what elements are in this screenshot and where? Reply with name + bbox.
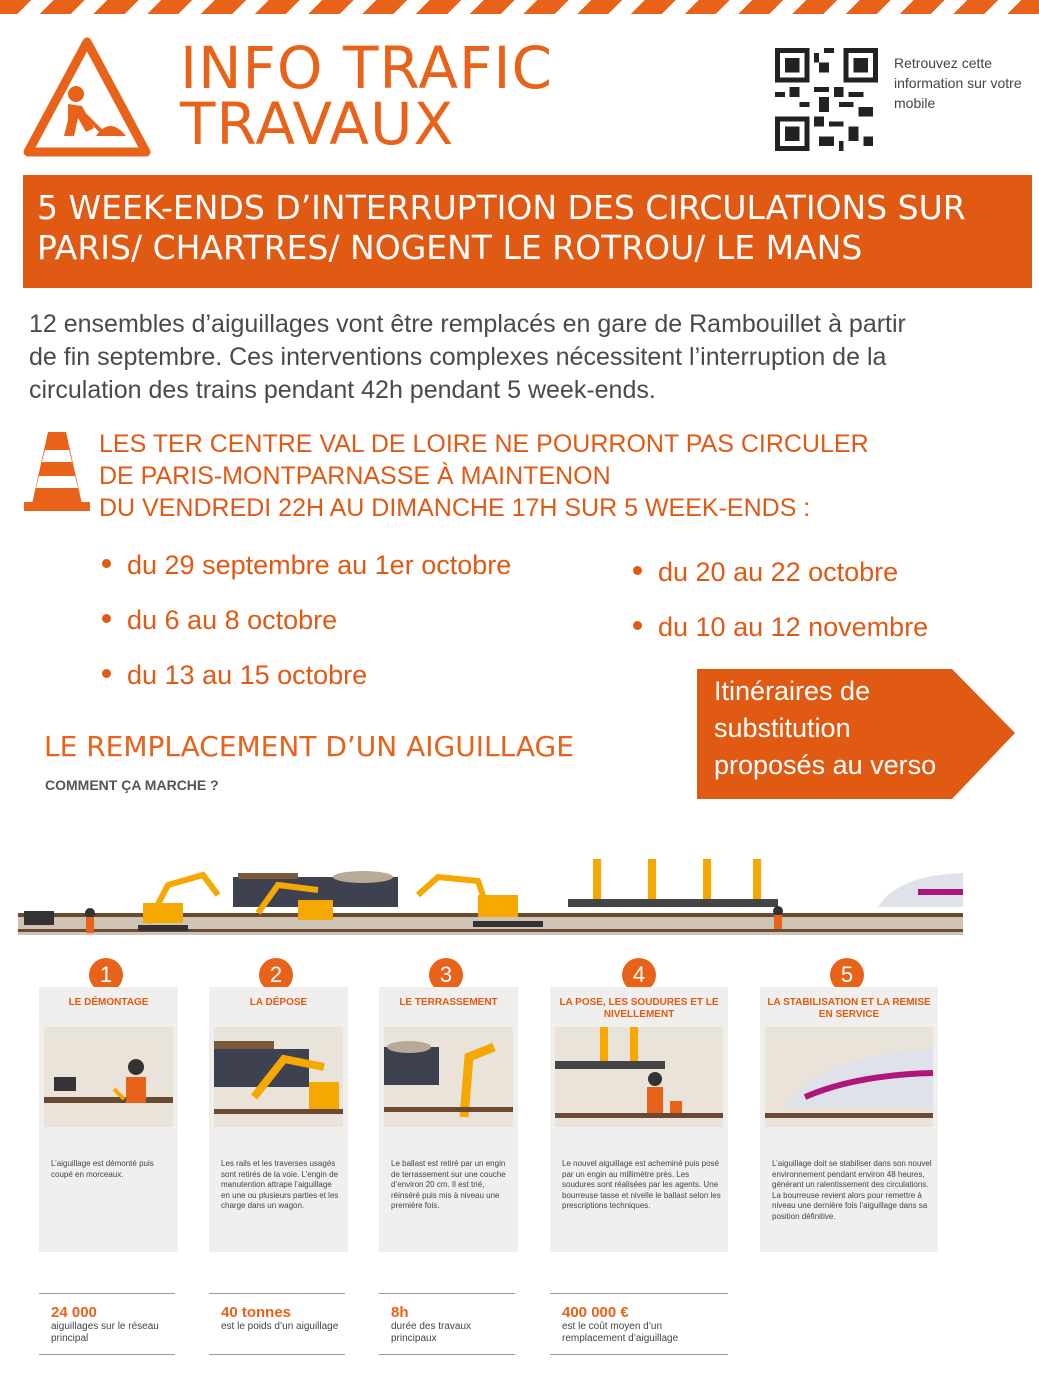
- date-text: du 10 au 12 novembre: [658, 612, 929, 642]
- intro-line-2: de fin septembre. Ces interventions complexes nécessitent l’interruption de la: [29, 343, 887, 371]
- stat-aiguillages: [39, 1293, 175, 1355]
- stat-value: 24 000: [51, 1304, 97, 1321]
- step-5-number: 5: [830, 958, 864, 992]
- stat-value: 8h: [391, 1304, 409, 1321]
- step-2-illustration: [214, 1027, 343, 1127]
- step-4-illustration: [555, 1027, 723, 1127]
- stat-value: 400 000 €: [562, 1304, 629, 1321]
- date-item: [102, 655, 511, 710]
- intro-line-1: 12 ensembles d’aiguillages vont être remplacés en gare de Rambouillet à partir: [29, 310, 906, 338]
- traffic-cone-icon: [24, 430, 90, 512]
- infographic-title: LE REMPLACEMENT D’UN AIGUILLAGE: [44, 730, 574, 763]
- stat-duree: [379, 1293, 515, 1355]
- infographic-subtitle: COMMENT ÇA MARCHE ?: [45, 777, 219, 793]
- step-5-card: [760, 987, 938, 1252]
- intro-paragraph: [29, 308, 1039, 407]
- bullet-icon: [102, 669, 111, 678]
- step-3-illustration: [384, 1027, 513, 1127]
- alert-line-2: DE PARIS-MONTPARNASSE À MAINTENON: [99, 462, 611, 490]
- cta-line-2: substitution: [714, 713, 851, 743]
- banner-line-1: 5 WEEK-ENDS D’INTERRUPTION DES CIRCULATIONS SUR: [37, 188, 966, 227]
- bullet-icon: [102, 559, 111, 568]
- step-description: Les rails et les traverses usagés sont retirés de la voie. L’engin de manutention attrape l’aiguillage en une ou plusieurs parties et les charge dans un wagon.: [221, 1159, 339, 1210]
- step-title: LA DÉPOSE: [249, 997, 308, 1008]
- intro-line-3: circulation des trains pendant 42h pendant 5 week-ends.: [29, 376, 656, 404]
- bullet-icon: [633, 621, 642, 630]
- stat-poids: [209, 1293, 345, 1355]
- date-text: du 13 au 15 octobre: [127, 660, 368, 690]
- step-title: LA STABILISATION ET LA REMISE EN SERVICE: [767, 997, 931, 1020]
- date-text: du 20 au 22 octobre: [658, 557, 899, 587]
- step-2-number: 2: [259, 958, 293, 992]
- step-4-number: 4: [622, 958, 656, 992]
- substitution-routes-arrow[interactable]: [697, 669, 1017, 799]
- roadwork-warning-icon: [22, 36, 152, 158]
- hazard-stripes: [0, 0, 1039, 14]
- step-title: LA POSE, LES SOUDURES ET LE NIVELLEMENT: [559, 997, 719, 1020]
- step-1-illustration: [44, 1027, 173, 1127]
- stat-value: 40 tonnes: [221, 1304, 292, 1321]
- step-description: L’aiguillage doit se stabiliser dans son nouvel environnement pendant environ 48 heures, générant un ralentissement des circulations. La bourreuse revient alors pour remettre à niveau une dernière fois l’aiguillage dans sa position définitive.: [772, 1159, 932, 1221]
- bullet-icon: [633, 566, 642, 575]
- date-item: [102, 600, 511, 655]
- stat-text: est le poids d’un aiguillage: [221, 1321, 339, 1332]
- alert-line-1: LES TER CENTRE VAL DE LOIRE NE POURRONT PAS CIRCULER: [99, 430, 869, 458]
- date-item: [633, 552, 928, 607]
- step-description: Le ballast est retiré par un engin de terrassement sur une couche d’environ 20 cm. Il est trié, réinséré puis mis à niveau une première fois.: [391, 1159, 506, 1210]
- interruption-banner: [23, 175, 1032, 288]
- stat-text: durée des travaux principaux: [391, 1321, 472, 1344]
- step-title: LE DÉMONTAGE: [68, 997, 149, 1008]
- cta-line-1: Itinéraires de: [714, 676, 871, 706]
- bullet-icon: [102, 614, 111, 623]
- qr-code[interactable]: [775, 48, 878, 151]
- banner-line-2: PARIS/ CHARTRES/ NOGENT LE ROTROU/ LE MANS: [37, 228, 863, 267]
- step-1-card: [39, 987, 178, 1252]
- ter-alert: [99, 428, 869, 524]
- arrow-text: [714, 673, 974, 784]
- step-title: LE TERRASSEMENT: [399, 997, 498, 1008]
- stat-cout: [550, 1293, 728, 1355]
- step-description: Le nouvel aiguillage est acheminé puis posé par un engin au millimètre près. Les soudures sont réalisées par les agents. Une bourreuse tasse et nivelle le ballast selon les prescriptions techniques.: [562, 1159, 721, 1210]
- date-item: [102, 545, 511, 600]
- qr-caption: Retrouvez cette information sur votre mobile: [894, 55, 1022, 111]
- date-text: du 6 au 8 octobre: [127, 605, 338, 635]
- weekend-dates-left: [102, 545, 511, 710]
- date-item: [633, 607, 928, 662]
- stat-text: est le coût moyen d’un remplacement d’aiguillage: [562, 1321, 679, 1344]
- step-1-number: 1: [89, 958, 123, 992]
- step-2-card: [209, 987, 348, 1252]
- title-line-2: TRAVAUX: [180, 90, 455, 158]
- stat-text: aiguillages sur le réseau principal: [51, 1321, 159, 1344]
- cta-line-3: proposés au verso: [714, 750, 937, 780]
- date-text: du 29 septembre au 1er octobre: [127, 550, 512, 580]
- alert-line-3: DU VENDREDI 22H AU DIMANCHE 17H SUR 5 WEEK-ENDS :: [99, 494, 811, 522]
- title-line-1: INFO TRAFIC: [180, 34, 553, 102]
- step-4-card: [550, 987, 728, 1252]
- page-title: [180, 34, 553, 158]
- step-description: L’aiguillage est démonté puis coupé en morceaux.: [51, 1159, 154, 1179]
- step-3-card: [379, 987, 518, 1252]
- weekend-dates-right: [633, 552, 928, 662]
- step-5-illustration: [765, 1027, 933, 1127]
- worksite-illustration: [18, 855, 963, 947]
- step-3-number: 3: [429, 958, 463, 992]
